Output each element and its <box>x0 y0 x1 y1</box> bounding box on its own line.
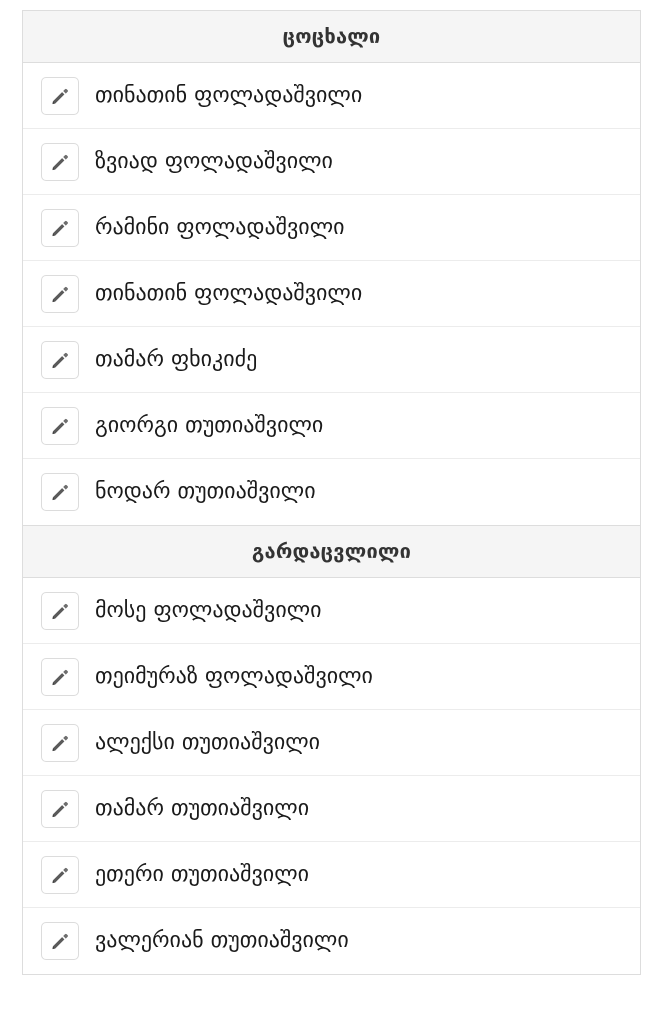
list-item-label: ნოდარ თუთიაშვილი <box>95 479 316 505</box>
pencil-icon[interactable] <box>41 473 79 511</box>
pencil-icon[interactable] <box>41 724 79 762</box>
list-item-label: ეთერი თუთიაშვილი <box>95 861 309 887</box>
pencil-icon[interactable] <box>41 77 79 115</box>
list-item-label: თამარ ფხიკიძე <box>95 346 258 372</box>
section-header-deceased: გარდაცვლილი <box>23 525 640 578</box>
pencil-icon[interactable] <box>41 922 79 960</box>
list-item[interactable] <box>23 63 640 129</box>
list-item-label: გიორგი თუთიაშვილი <box>95 412 324 438</box>
list-item[interactable] <box>23 195 640 261</box>
list-item[interactable] <box>23 261 640 327</box>
pencil-icon[interactable] <box>41 790 79 828</box>
list-item[interactable] <box>23 578 640 644</box>
list-item[interactable] <box>23 459 640 525</box>
list-item[interactable] <box>23 710 640 776</box>
list-item-label: თეიმურაზ ფოლადაშვილი <box>95 663 373 689</box>
pencil-icon[interactable] <box>41 856 79 894</box>
list-item-label: რამინი ფოლადაშვილი <box>95 214 345 240</box>
top-spacer <box>0 0 663 10</box>
list-item-label: ვალერიან თუთიაშვილი <box>95 928 349 954</box>
section-list-living <box>23 63 640 525</box>
list-item[interactable] <box>23 393 640 459</box>
list-item[interactable] <box>23 776 640 842</box>
list-item[interactable] <box>23 842 640 908</box>
pencil-icon[interactable] <box>41 341 79 379</box>
list-item[interactable] <box>23 908 640 974</box>
list-item-label: თამარ თუთიაშვილი <box>95 795 310 821</box>
bottom-spacer <box>0 975 663 993</box>
list-item[interactable] <box>23 644 640 710</box>
people-list-panel <box>22 10 641 975</box>
pencil-icon[interactable] <box>41 143 79 181</box>
pencil-icon[interactable] <box>41 407 79 445</box>
list-item[interactable] <box>23 129 640 195</box>
pencil-icon[interactable] <box>41 658 79 696</box>
pencil-icon[interactable] <box>41 592 79 630</box>
list-item-label: ალექსი თუთიაშვილი <box>95 729 321 755</box>
list-item-label: თინათინ ფოლადაშვილი <box>95 82 363 108</box>
list-item[interactable] <box>23 327 640 393</box>
pencil-icon[interactable] <box>41 209 79 247</box>
list-item-label: ზვიად ფოლადაშვილი <box>95 148 333 174</box>
list-item-label: თინათინ ფოლადაშვილი <box>95 280 363 306</box>
list-item-label: მოსე ფოლადაშვილი <box>95 597 322 623</box>
pencil-icon[interactable] <box>41 275 79 313</box>
section-header-living: ცოცხალი <box>23 11 640 63</box>
section-list-deceased <box>23 578 640 974</box>
